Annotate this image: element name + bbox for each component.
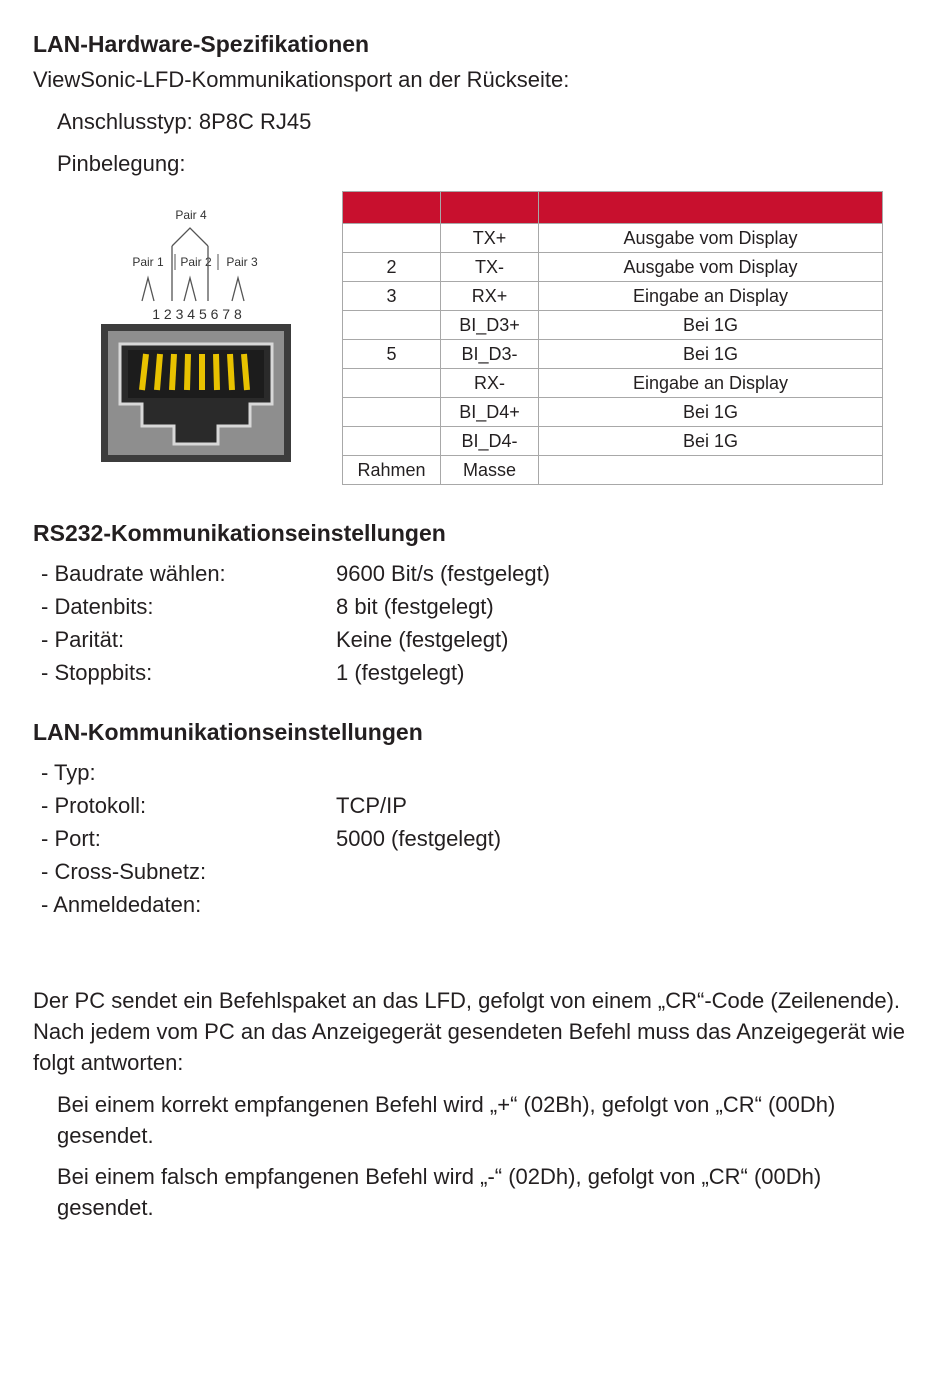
pin-cell: 2 — [343, 253, 441, 282]
pin-cell — [343, 427, 441, 456]
description-cell: Eingabe an Display — [539, 282, 883, 311]
setting-label: - Protokoll: — [41, 793, 147, 818]
description-cell: Bei 1G — [539, 427, 883, 456]
table-header-row — [343, 192, 883, 224]
setting-label: - Baudrate wählen: — [41, 561, 226, 586]
pin-cell — [343, 224, 441, 253]
description-cell: Bei 1G — [539, 340, 883, 369]
signal-cell: BI_D3+ — [441, 311, 539, 340]
setting-value: Keine (festgelegt) — [336, 627, 509, 652]
port-description: ViewSonic-LFD-Kommunikationsport an der Rückseite: — [33, 67, 570, 92]
lan-hardware-heading: LAN-Hardware-Spezifikationen — [33, 31, 370, 57]
setting-label: - Parität: — [41, 627, 125, 652]
setting-label: - Datenbits: — [41, 594, 154, 619]
table-row — [343, 340, 883, 369]
description-cell: Bei 1G — [539, 398, 883, 427]
pair2-label: Pair 2 — [180, 255, 212, 269]
pin-cell: Rahmen — [343, 456, 441, 485]
protocol-intro-paragraph: Der PC sendet ein Befehlspaket an das LFD, gefolgt von einem „CR“-Code (Zeilenende). Nach jedem vom PC an das Anzeigegerät gesendeten Befehl muss das Anzeigegerät wie folgt antworten: — [33, 988, 905, 1075]
signal-cell: RX- — [441, 369, 539, 398]
description-cell: Eingabe an Display — [539, 369, 883, 398]
signal-cell: RX+ — [441, 282, 539, 311]
table-row — [343, 456, 883, 485]
pin-cell — [343, 311, 441, 340]
connector-type: Anschlusstyp: 8P8C RJ45 — [57, 109, 312, 134]
signal-cell: BI_D4+ — [441, 398, 539, 427]
setting-label: - Cross-Subnetz: — [41, 859, 207, 884]
signal-cell: TX- — [441, 253, 539, 282]
table-row — [343, 224, 883, 253]
lan-comm-heading: LAN-Kommunikationseinstellungen — [33, 719, 423, 745]
signal-cell: BI_D3- — [441, 340, 539, 369]
signal-cell: TX+ — [441, 224, 539, 253]
signal-cell: Masse — [441, 456, 539, 485]
setting-label: - Anmeldedaten: — [41, 892, 202, 917]
pin-cell: 3 — [343, 282, 441, 311]
header-cell-pin — [343, 192, 441, 224]
setting-value: 9600 Bit/s (festgelegt) — [336, 561, 551, 586]
table-row — [343, 398, 883, 427]
setting-label: - Port: — [41, 826, 101, 851]
pair3-label: Pair 3 — [226, 255, 258, 269]
header-cell-signal — [441, 192, 539, 224]
pair1-label: Pair 1 — [132, 255, 164, 269]
pin-numbers: 1 2 3 4 5 6 7 8 — [152, 306, 242, 322]
header-cell-description — [539, 192, 883, 224]
description-cell: Bei 1G — [539, 311, 883, 340]
rj45-pinout-diagram — [100, 204, 292, 466]
description-cell: Ausgabe vom Display — [539, 253, 883, 282]
error-response-paragraph: Bei einem falsch empfangenen Befehl wird „-“ (02Dh), gefolgt von „CR“ (00Dh) gesendet. — [57, 1164, 822, 1220]
pin-cell — [343, 398, 441, 427]
table-row — [343, 253, 883, 282]
setting-value: TCP/IP — [336, 793, 407, 818]
pinout-label: Pinbelegung: — [57, 151, 186, 176]
rs232-heading: RS232-Kommunikationseinstellungen — [33, 520, 446, 546]
pin-assignment-table — [342, 191, 883, 485]
setting-value: 8 bit (festgelegt) — [336, 594, 494, 619]
ok-response-paragraph: Bei einem korrekt empfangenen Befehl wird „+“ (02Bh), gefolgt von „CR“ (00Dh) gesendet. — [57, 1092, 836, 1148]
pair4-label: Pair 4 — [175, 208, 207, 222]
setting-label: - Stoppbits: — [41, 660, 153, 685]
table-row — [343, 311, 883, 340]
setting-label: - Typ: — [41, 760, 96, 785]
description-cell — [539, 456, 883, 485]
table-row — [343, 427, 883, 456]
table-row — [343, 282, 883, 311]
table-row — [343, 369, 883, 398]
pin-cell — [343, 369, 441, 398]
pin-cell: 5 — [343, 340, 441, 369]
description-cell: Ausgabe vom Display — [539, 224, 883, 253]
setting-value: 5000 (festgelegt) — [336, 826, 502, 851]
setting-value: 1 (festgelegt) — [336, 660, 465, 685]
signal-cell: BI_D4- — [441, 427, 539, 456]
